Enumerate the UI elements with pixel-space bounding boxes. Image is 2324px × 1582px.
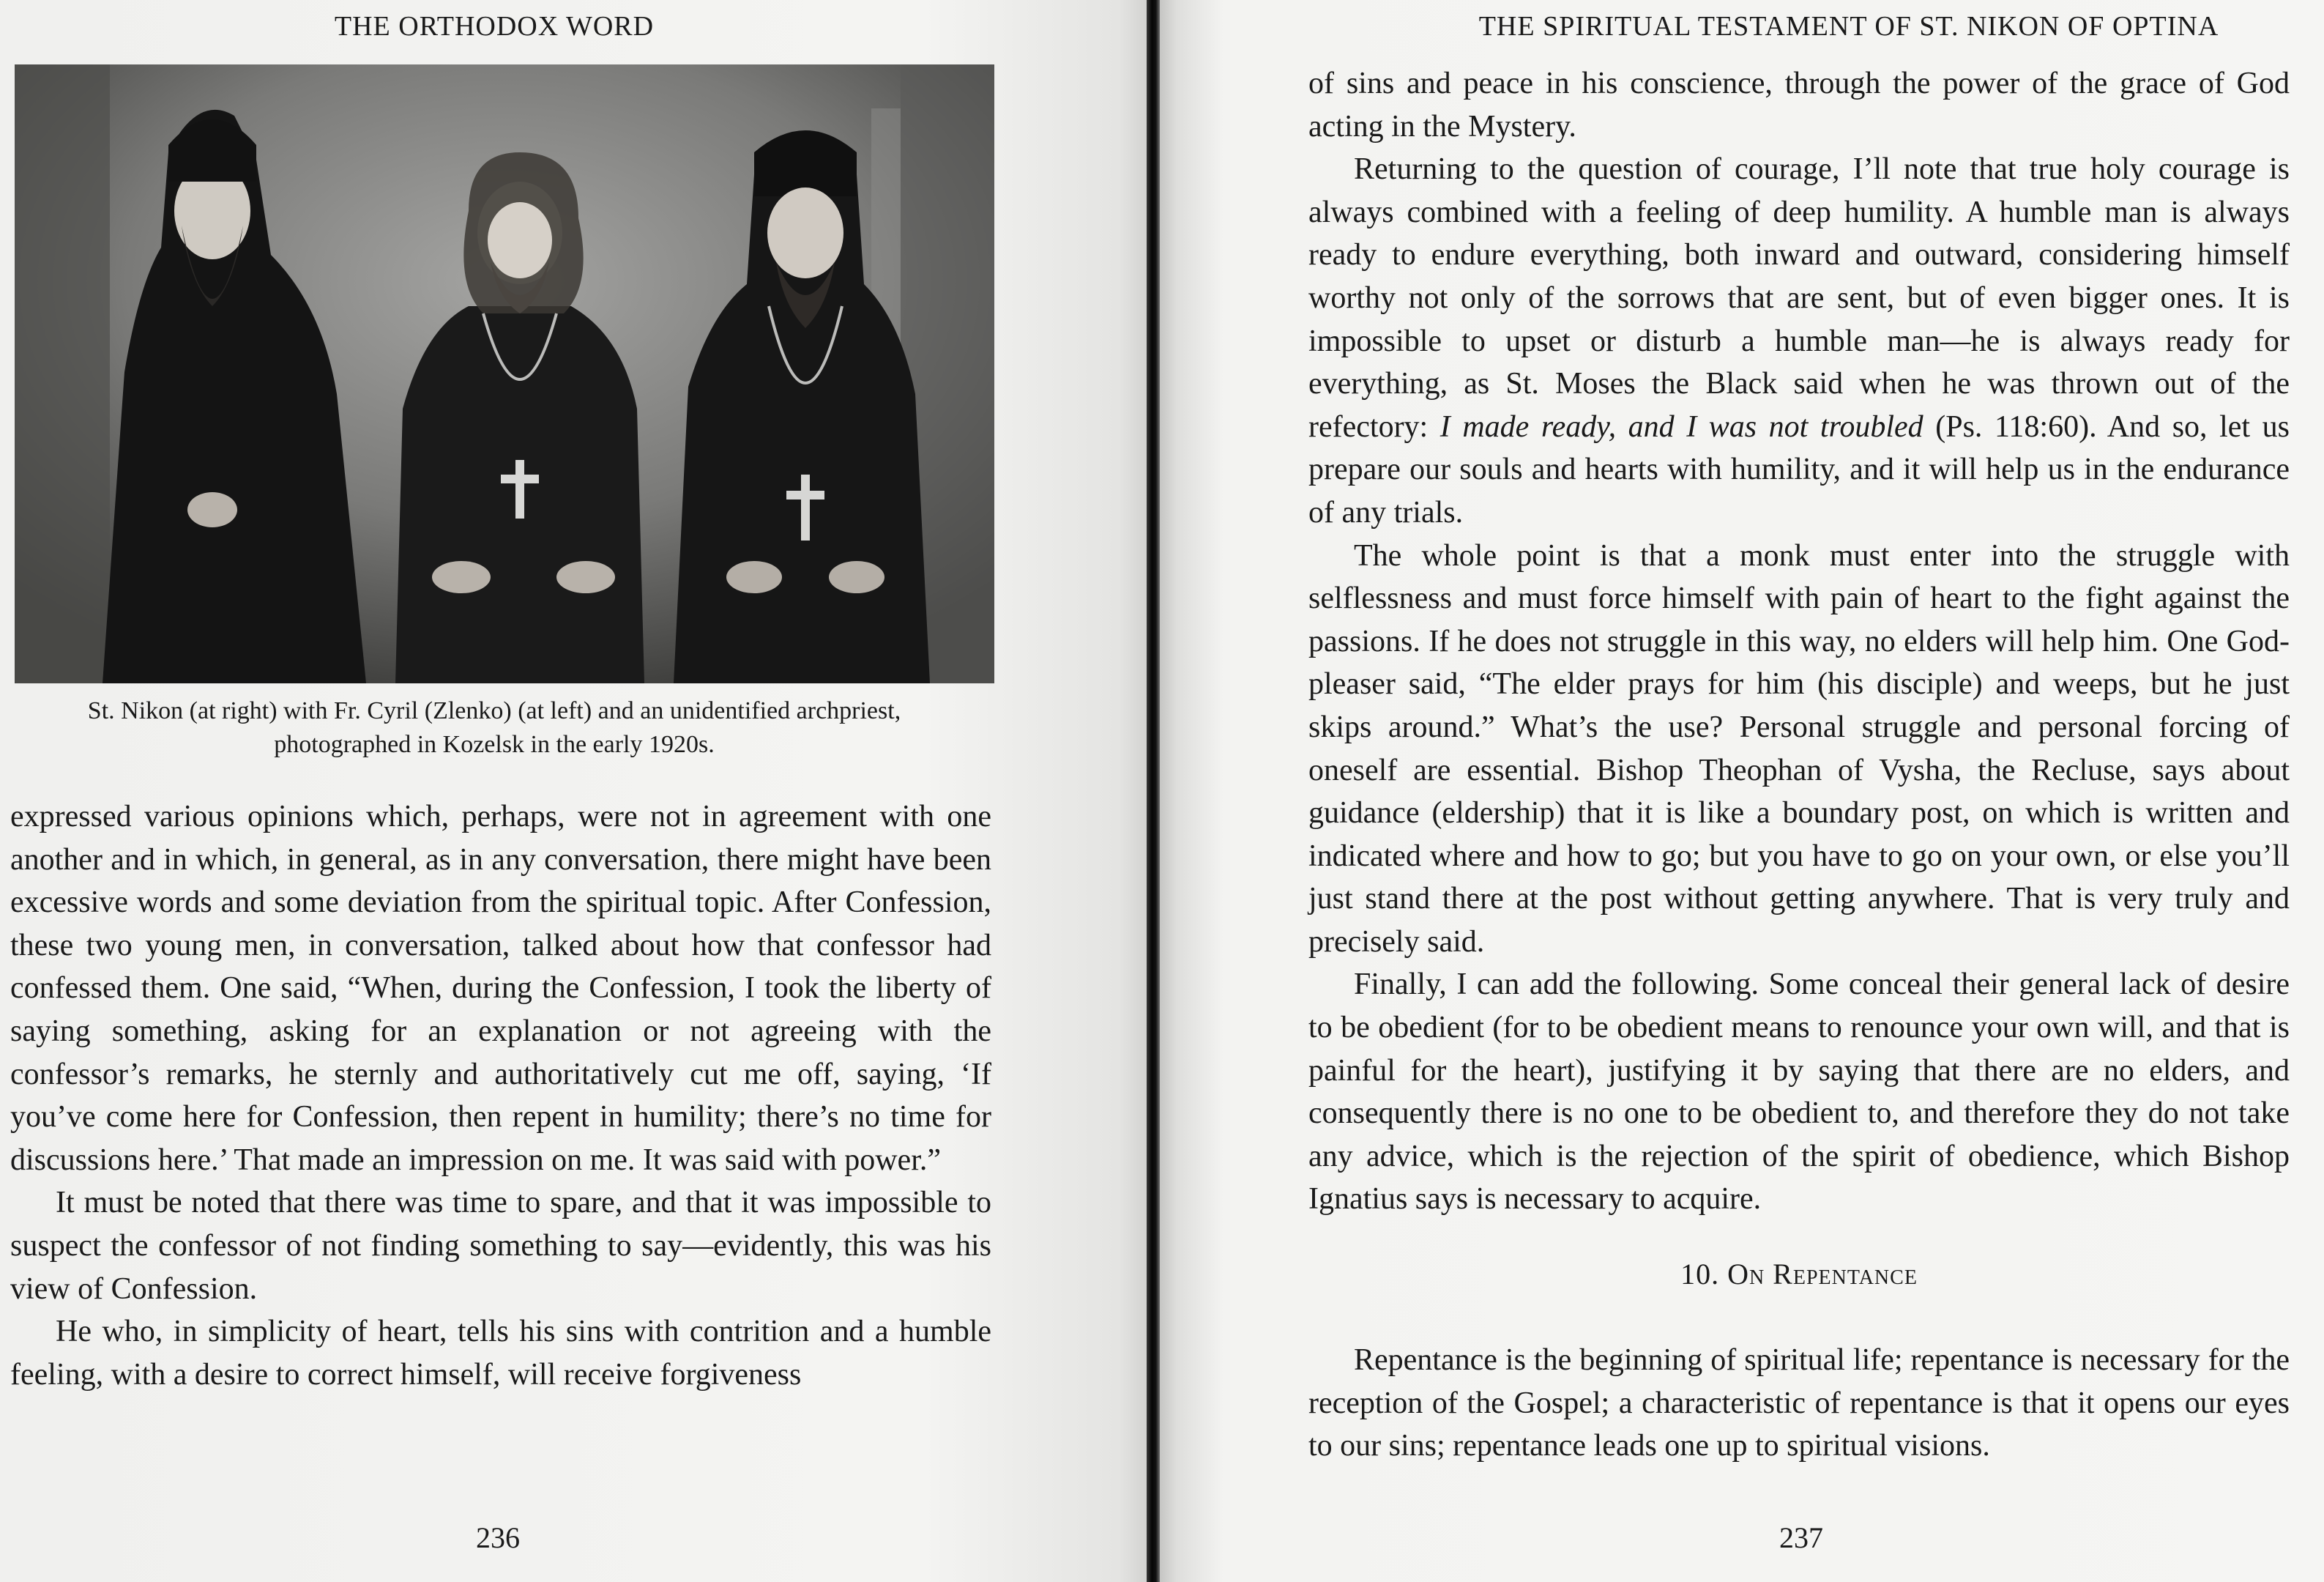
paragraph: The whole point is that a monk must enter into the struggle with selflessness and must force himself with pain of heart to the fight against the passions. If he does not struggle in this way, no elders will help him. One God-pleaser said, “The elder prays for him (his disciple) and weeps, but he just skips around.” What’s the use? Personal struggle and personal forcing of oneself are essential. Bishop Theophan of Vysha, the Recluse, says about guidance (eldership) that it is like a boundary post, on which is written and indicated where and how to go; but you have to go on your own, or else you’ll just stand there at the post without getting anywhere. That is very truly and precisely said. xyxy=(1308,538,2290,959)
caption-line-1: St. Nikon (at right) with Fr. Cyril (Zlenko) (at left) and an unidentified archpriest, xyxy=(87,697,901,724)
paragraph-with-quote xyxy=(1308,148,2290,534)
paragraph-text: Returning to the question of courage, I’ll note that true holy courage is always combined with a feeling of deep humility. A humble man is always ready to endure everything, both inward and outward, considering himself worthy not only of the sorrows that are sent, but of even bigger ones. It is impossible to upset or disturb a humble man—he is always ready for everything, as St. Moses the Black said when he was thrown out of the refectory: xyxy=(1308,152,2290,444)
photo-caption xyxy=(0,694,988,762)
paragraph-text: (Ps. 118:60). And so, let us prepare our souls and hearts with humility, and it will help us in the endurance of any trials. xyxy=(1308,409,2290,530)
paragraph: It must be noted that there was time to spare, and that it was impossible to suspect the confessor of not finding something to say—evidently, this was his view of Confession. xyxy=(10,1186,991,1306)
paragraph: Repentance is the beginning of spiritual life; repentance is necessary for the reception of the Gospel; a characteristic of repentance is that it opens our eyes to our sins; repentance leads one up to spiritual visions. xyxy=(1308,1343,2290,1463)
section-number: 10. xyxy=(1680,1258,1720,1291)
right-page xyxy=(1153,0,2324,1582)
right-body-text-continued xyxy=(1308,1339,2290,1468)
page-number-right: 237 xyxy=(1779,1521,1823,1554)
page-number-left: 236 xyxy=(476,1521,520,1554)
paragraph: expressed various opinions which, perhaps, were not in agreement with one another and in which, in general, as in any conversation, there might have been excessive words and some deviation from the spiritual topic. After Confession, these two young men, in conversation, talked about how that confessor had confessed them. One said, “When, during the Confession, I took the liberty of saying something, asking for an explanation or not agreeing with the confessor’s remarks, he sternly and authoritatively cut me off, saying, ‘If you’ve come here for Confession, then repent in humility; there’s no time for discussions here.’ That made an impression on me. It was said with power.” xyxy=(10,800,991,1177)
scripture-quote: I made ready, and I was not troubled xyxy=(1440,409,1923,444)
book-gutter xyxy=(1147,0,1160,1582)
left-page xyxy=(0,0,1153,1582)
paragraph: He who, in simplicity of heart, tells his sins with contrition and a humble feeling, with a desire to correct himself, will receive forgiveness xyxy=(10,1315,991,1392)
left-running-head: THE ORTHODOX WORD xyxy=(334,11,655,42)
section-title: On Repentance xyxy=(1727,1258,1918,1291)
caption-line-2: photographed in Kozelsk in the early 1920s. xyxy=(274,731,715,758)
photograph-three-clergy xyxy=(15,64,994,683)
left-body-text xyxy=(10,795,991,1396)
paragraph: of sins and peace in his conscience, through the power of the grace of God acting in the Mystery. xyxy=(1308,67,2290,144)
paragraph: Finally, I can add the following. Some conceal their general lack of desire to be obedient (for to be obedient means to renounce your own will, and that is painful for the heart), justifying it by saying that there are no elders, and consequently there is no one to be obedient to, and therefore they do not take any advice, which is the rejection of the spirit of obedience, which Bishop Ignatius says is necessary to acquire. xyxy=(1308,968,2290,1217)
photograph-illustration xyxy=(15,64,994,683)
right-running-head: THE SPIRITUAL TESTAMENT OF ST. NIKON OF OPTINA xyxy=(1478,11,2219,42)
section-heading xyxy=(1308,1257,2290,1291)
right-body-text xyxy=(1308,62,2290,1221)
